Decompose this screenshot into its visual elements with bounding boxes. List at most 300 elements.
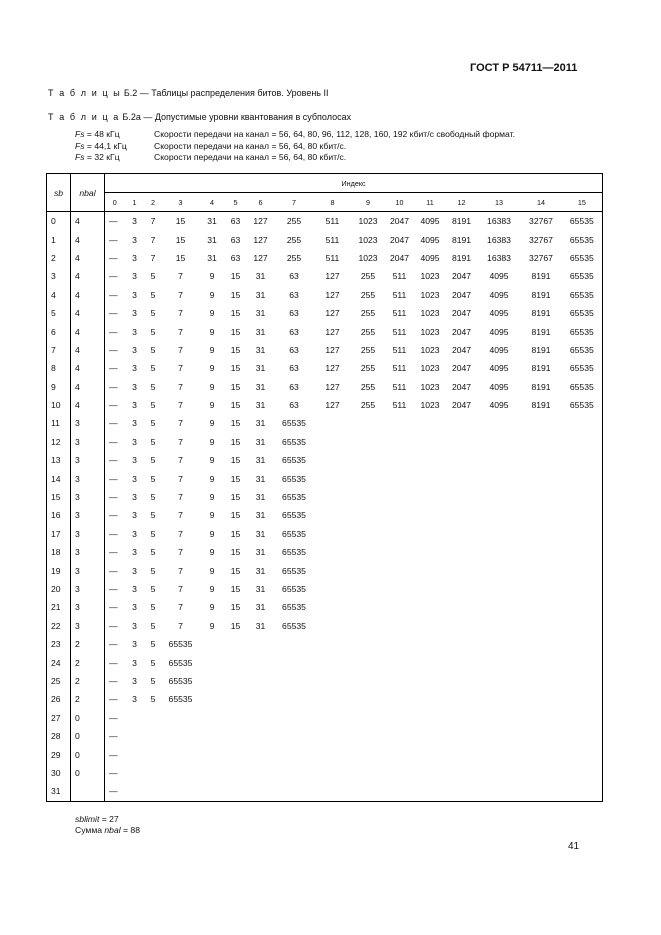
- level-cell: 1023: [420, 326, 440, 337]
- level-cell: 32767: [529, 216, 553, 227]
- index-col-header: 5: [225, 193, 247, 212]
- level-cell: 65535: [562, 304, 603, 322]
- level-cell: [145, 709, 162, 727]
- level-cell: —: [109, 308, 118, 319]
- footnote-sblimit: [75, 814, 119, 824]
- level-cell: 5: [150, 528, 156, 539]
- index-col-header: 10: [385, 193, 415, 212]
- level-cell: [247, 635, 275, 653]
- level-cell: 15: [230, 584, 241, 594]
- level-cell: 3: [132, 234, 137, 245]
- level-cell: 2047: [451, 381, 472, 392]
- level-cell: [352, 451, 385, 469]
- document-header: ГОСТ Р 54711—2011: [470, 62, 578, 74]
- level-cell: [415, 617, 446, 635]
- level-cell: 15: [230, 455, 241, 466]
- level-cell: 127: [253, 234, 268, 245]
- level-cell: [521, 727, 562, 745]
- level-cell: [478, 727, 521, 745]
- level-cell: 127: [325, 344, 340, 355]
- level-cell: 255: [286, 252, 302, 263]
- level-cell: 4095: [489, 400, 509, 411]
- level-cell: 255: [360, 271, 376, 282]
- level-cell: 127: [253, 216, 268, 227]
- level-cell: [562, 451, 603, 469]
- table-row: [47, 359, 603, 377]
- level-cell: 9: [209, 436, 215, 447]
- level-cell: 127: [325, 308, 340, 319]
- level-cell: 65535: [282, 455, 306, 466]
- level-cell: —: [109, 216, 118, 227]
- level-cell: 7: [150, 252, 156, 263]
- level-cell: 9: [209, 565, 215, 576]
- nbal-cell: 4: [71, 230, 105, 248]
- level-cell: [200, 690, 225, 708]
- level-cell: [352, 782, 385, 801]
- level-cell: 63: [289, 326, 299, 337]
- level-cell: —: [109, 510, 118, 521]
- level-cell: 15: [175, 234, 186, 245]
- level-cell: —: [109, 381, 118, 392]
- level-cell: 65535: [282, 436, 306, 447]
- level-cell: [446, 690, 478, 708]
- fs-description: Скорости передачи на канал = 56, 64, 80 кбит/с.: [154, 152, 347, 162]
- level-cell: [446, 561, 478, 579]
- level-cell: 7: [178, 400, 183, 411]
- level-cell: 31: [207, 216, 217, 227]
- table-row: [47, 414, 603, 432]
- nbal-cell: 4: [71, 249, 105, 267]
- level-cell: 5: [150, 620, 156, 631]
- sb-cell: 29: [47, 745, 71, 763]
- level-cell: [521, 561, 562, 579]
- level-cell: 9: [209, 528, 215, 539]
- level-cell: 4095: [420, 252, 440, 263]
- level-cell: 65535: [282, 565, 306, 576]
- level-cell: [125, 745, 145, 763]
- nbal-header: nbal: [71, 174, 105, 212]
- level-cell: 8191: [531, 271, 551, 282]
- level-cell: [145, 745, 162, 763]
- level-cell: 511: [392, 363, 407, 374]
- level-cell: [352, 580, 385, 598]
- level-cell: [314, 561, 352, 579]
- level-cell: [200, 727, 225, 745]
- level-cell: 3: [132, 289, 137, 300]
- level-cell: 3: [132, 510, 137, 521]
- level-cell: [521, 451, 562, 469]
- level-cell: 255: [286, 234, 302, 245]
- level-cell: [446, 782, 478, 801]
- level-cell: [478, 414, 521, 432]
- level-cell: [415, 451, 446, 469]
- level-cell: [415, 469, 446, 487]
- level-cell: [145, 764, 162, 782]
- level-cell: 511: [392, 308, 407, 319]
- level-cell: [521, 543, 562, 561]
- level-cell: 31: [255, 271, 266, 282]
- level-cell: —: [109, 326, 118, 337]
- level-cell: [385, 469, 415, 487]
- level-cell: [385, 561, 415, 579]
- sb-cell: 8: [47, 359, 71, 377]
- nbal-cell: 3: [71, 451, 105, 469]
- level-cell: 7: [178, 473, 183, 484]
- level-cell: 15: [230, 436, 241, 447]
- level-cell: 5: [150, 565, 156, 576]
- level-cell: 31: [255, 547, 266, 558]
- level-cell: [521, 580, 562, 598]
- level-cell: 3: [132, 657, 137, 668]
- level-cell: 5: [150, 326, 156, 337]
- level-cell: [446, 617, 478, 635]
- level-cell: 9: [209, 363, 215, 374]
- level-cell: —: [109, 657, 118, 668]
- level-cell: 31: [255, 418, 266, 429]
- level-cell: [352, 745, 385, 763]
- level-cell: [446, 488, 478, 506]
- level-cell: [478, 653, 521, 671]
- level-cell: [521, 672, 562, 690]
- level-cell: 5: [150, 271, 156, 282]
- level-cell: —: [109, 363, 118, 374]
- level-cell: 31: [255, 381, 266, 392]
- table-row: [47, 617, 603, 635]
- sb-cell: 15: [47, 488, 71, 506]
- sb-cell: 13: [47, 451, 71, 469]
- level-cell: [446, 414, 478, 432]
- level-cell: [521, 764, 562, 782]
- table-row: [47, 525, 603, 543]
- level-cell: [225, 672, 247, 690]
- level-cell: [446, 635, 478, 653]
- level-cell: 511: [325, 216, 340, 227]
- table-row: [47, 653, 603, 671]
- table-row: [47, 341, 603, 359]
- level-cell: [162, 709, 200, 727]
- level-cell: [125, 764, 145, 782]
- level-cell: [352, 672, 385, 690]
- level-cell: [225, 690, 247, 708]
- level-cell: 5: [150, 510, 156, 521]
- level-cell: 255: [286, 216, 302, 227]
- level-cell: [314, 525, 352, 543]
- level-cell: 3: [132, 326, 137, 337]
- nbal-cell: 3: [71, 414, 105, 432]
- sb-cell: 2: [47, 249, 71, 267]
- level-cell: 3: [132, 675, 137, 686]
- level-cell: —: [109, 455, 118, 466]
- level-cell: —: [109, 289, 118, 300]
- level-cell: —: [109, 620, 118, 631]
- level-cell: 9: [209, 418, 215, 429]
- level-cell: 65535: [562, 396, 603, 414]
- level-cell: 5: [150, 694, 156, 705]
- level-cell: 15: [230, 528, 241, 539]
- level-cell: 255: [360, 289, 376, 300]
- level-cell: 127: [325, 381, 340, 392]
- index-header: Индекс: [105, 174, 603, 193]
- index-col-header: 11: [415, 193, 446, 212]
- level-cell: [162, 745, 200, 763]
- level-cell: [352, 469, 385, 487]
- index-col-header: 4: [200, 193, 225, 212]
- sb-cell: 24: [47, 653, 71, 671]
- level-cell: 31: [255, 308, 266, 319]
- sb-cell: 16: [47, 506, 71, 524]
- level-cell: —: [109, 528, 118, 539]
- level-cell: 7: [178, 602, 183, 613]
- level-cell: 63: [289, 400, 299, 411]
- level-cell: [562, 543, 603, 561]
- sb-cell: 3: [47, 267, 71, 285]
- table-row: [47, 267, 603, 285]
- level-cell: [385, 488, 415, 506]
- fs-description: Скорости передачи на канал = 56, 64, 80, 96, 112, 128, 160, 192 кбит/с свободный формат.: [154, 129, 515, 139]
- level-cell: 3: [132, 344, 137, 355]
- level-cell: [352, 488, 385, 506]
- level-cell: 7: [178, 363, 183, 374]
- nbal-cell: 3: [71, 525, 105, 543]
- level-cell: [415, 635, 446, 653]
- level-cell: 65535: [168, 694, 193, 705]
- level-cell: 65535: [282, 620, 306, 631]
- level-cell: [275, 672, 314, 690]
- level-cell: —: [109, 547, 118, 558]
- level-cell: 7: [178, 584, 183, 594]
- level-cell: [225, 745, 247, 763]
- level-cell: 1023: [420, 344, 440, 355]
- level-cell: 9: [209, 620, 215, 631]
- level-cell: 3: [132, 547, 137, 558]
- level-cell: 65535: [282, 547, 306, 558]
- level-cell: [225, 709, 247, 727]
- level-cell: 8191: [451, 216, 472, 227]
- level-cell: [562, 653, 603, 671]
- level-cell: 9: [209, 473, 215, 484]
- level-cell: 4095: [489, 271, 509, 282]
- level-cell: [446, 543, 478, 561]
- sblimit-value: = 27: [99, 814, 119, 824]
- level-cell: [200, 745, 225, 763]
- level-cell: 511: [392, 381, 407, 392]
- level-cell: 2047: [451, 363, 472, 374]
- level-cell: [478, 506, 521, 524]
- level-cell: [125, 709, 145, 727]
- level-cell: 31: [255, 363, 266, 374]
- nbal-cell: 0: [71, 709, 105, 727]
- level-cell: 255: [360, 308, 376, 319]
- index-col-header: 6: [247, 193, 275, 212]
- nbal-cell: 4: [71, 212, 105, 231]
- level-cell: [385, 635, 415, 653]
- level-cell: —: [109, 252, 118, 263]
- level-cell: 7: [178, 436, 183, 447]
- level-cell: 3: [132, 639, 137, 650]
- nbal-cell: 0: [71, 727, 105, 745]
- level-cell: [562, 672, 603, 690]
- level-cell: —: [109, 400, 118, 411]
- level-cell: 15: [230, 510, 241, 521]
- level-cell: [562, 598, 603, 616]
- level-cell: 2047: [451, 326, 472, 337]
- level-cell: [352, 727, 385, 745]
- level-cell: 15: [230, 492, 241, 503]
- nbal-cell: 4: [71, 341, 105, 359]
- level-cell: —: [109, 767, 118, 778]
- sb-cell: 27: [47, 709, 71, 727]
- level-cell: 255: [360, 363, 376, 374]
- level-cell: 5: [150, 344, 156, 355]
- level-cell: [385, 525, 415, 543]
- level-cell: 31: [255, 473, 266, 484]
- level-cell: 8191: [531, 400, 551, 411]
- level-cell: [314, 672, 352, 690]
- level-cell: 63: [289, 271, 299, 282]
- fs-value: = 48 кГц: [84, 129, 120, 139]
- level-cell: 15: [230, 381, 241, 392]
- sb-cell: 20: [47, 580, 71, 598]
- table-row: [47, 378, 603, 396]
- nbal-cell: 3: [71, 543, 105, 561]
- nbal-cell: 2: [71, 635, 105, 653]
- level-cell: 2047: [451, 400, 472, 411]
- level-cell: 15: [230, 418, 241, 429]
- level-cell: 63: [289, 289, 299, 300]
- level-cell: [314, 782, 352, 801]
- level-cell: [352, 653, 385, 671]
- level-cell: [385, 543, 415, 561]
- level-cell: [415, 782, 446, 801]
- level-cell: 65535: [282, 584, 306, 594]
- level-cell: [352, 414, 385, 432]
- table-row: [47, 727, 603, 745]
- level-cell: 8191: [531, 344, 551, 355]
- level-cell: 2047: [389, 252, 410, 263]
- level-cell: 5: [150, 289, 156, 300]
- index-columns-row: [47, 193, 603, 212]
- level-cell: 9: [209, 400, 215, 411]
- level-cell: [385, 598, 415, 616]
- level-cell: 1023: [358, 234, 378, 245]
- level-cell: 31: [207, 234, 217, 245]
- level-cell: 2047: [451, 289, 472, 300]
- level-cell: 5: [150, 455, 156, 466]
- nbal-cell: 3: [71, 580, 105, 598]
- level-cell: 7: [178, 271, 183, 282]
- level-cell: 3: [132, 694, 137, 705]
- level-cell: —: [109, 473, 118, 484]
- sum-prefix: Сумма: [75, 825, 105, 835]
- level-cell: [478, 525, 521, 543]
- nbal-cell: 4: [71, 267, 105, 285]
- nbal-cell: 2: [71, 690, 105, 708]
- table-row: [47, 304, 603, 322]
- level-cell: [478, 709, 521, 727]
- level-cell: —: [109, 565, 118, 576]
- table-row: [47, 230, 603, 248]
- level-cell: [225, 727, 247, 745]
- sampling-rate-line: [75, 129, 515, 139]
- level-cell: 31: [255, 528, 266, 539]
- level-cell: 31: [255, 492, 266, 503]
- level-cell: 3: [132, 528, 137, 539]
- sb-cell: 10: [47, 396, 71, 414]
- level-cell: [352, 635, 385, 653]
- level-cell: —: [109, 584, 118, 594]
- level-cell: [314, 488, 352, 506]
- sb-cell: 23: [47, 635, 71, 653]
- level-cell: 65535: [282, 418, 306, 429]
- level-cell: 9: [209, 510, 215, 521]
- level-cell: 127: [325, 271, 340, 282]
- level-cell: 9: [209, 584, 215, 594]
- level-cell: [521, 617, 562, 635]
- level-cell: 9: [209, 455, 215, 466]
- level-cell: 32767: [529, 252, 553, 263]
- level-cell: 15: [175, 252, 186, 263]
- level-cell: 1023: [420, 271, 440, 282]
- nbal-cell: 3: [71, 561, 105, 579]
- level-cell: 63: [289, 363, 299, 374]
- level-cell: 15: [230, 289, 241, 300]
- level-cell: 5: [150, 418, 156, 429]
- nbal-cell: 0: [71, 764, 105, 782]
- sb-cell: 22: [47, 617, 71, 635]
- level-cell: [352, 617, 385, 635]
- level-cell: 3: [132, 271, 137, 282]
- level-cell: [247, 709, 275, 727]
- sb-cell: 1: [47, 230, 71, 248]
- level-cell: 2047: [451, 308, 472, 319]
- level-cell: [521, 469, 562, 487]
- level-cell: [521, 635, 562, 653]
- level-cell: [314, 727, 352, 745]
- level-cell: 7: [178, 381, 183, 392]
- level-cell: 63: [289, 308, 299, 319]
- sampling-rate-line: [75, 152, 346, 162]
- nbal-cell: [71, 782, 105, 801]
- level-cell: [415, 690, 446, 708]
- level-cell: [352, 433, 385, 451]
- level-cell: 3: [132, 602, 137, 613]
- index-col-header: 15: [562, 193, 603, 212]
- sblimit-var: sblimit: [75, 814, 100, 824]
- level-cell: [562, 469, 603, 487]
- index-col-header: 1: [125, 193, 145, 212]
- sb-cell: 30: [47, 764, 71, 782]
- level-cell: 5: [150, 547, 156, 558]
- level-cell: 7: [178, 510, 183, 521]
- sb-header: sb: [47, 174, 71, 212]
- level-cell: 15: [175, 216, 186, 227]
- table-row: [47, 635, 603, 653]
- level-cell: 511: [392, 344, 407, 355]
- level-cell: [352, 709, 385, 727]
- level-cell: [275, 764, 314, 782]
- level-cell: [352, 690, 385, 708]
- fs-var: Fs: [75, 141, 85, 151]
- level-cell: [385, 617, 415, 635]
- level-cell: [478, 469, 521, 487]
- sb-cell: 31: [47, 782, 71, 801]
- level-cell: 65535: [562, 322, 603, 340]
- level-cell: 5: [150, 308, 156, 319]
- level-cell: 127: [325, 400, 340, 411]
- level-cell: [415, 506, 446, 524]
- level-cell: 9: [209, 289, 215, 300]
- level-cell: [385, 709, 415, 727]
